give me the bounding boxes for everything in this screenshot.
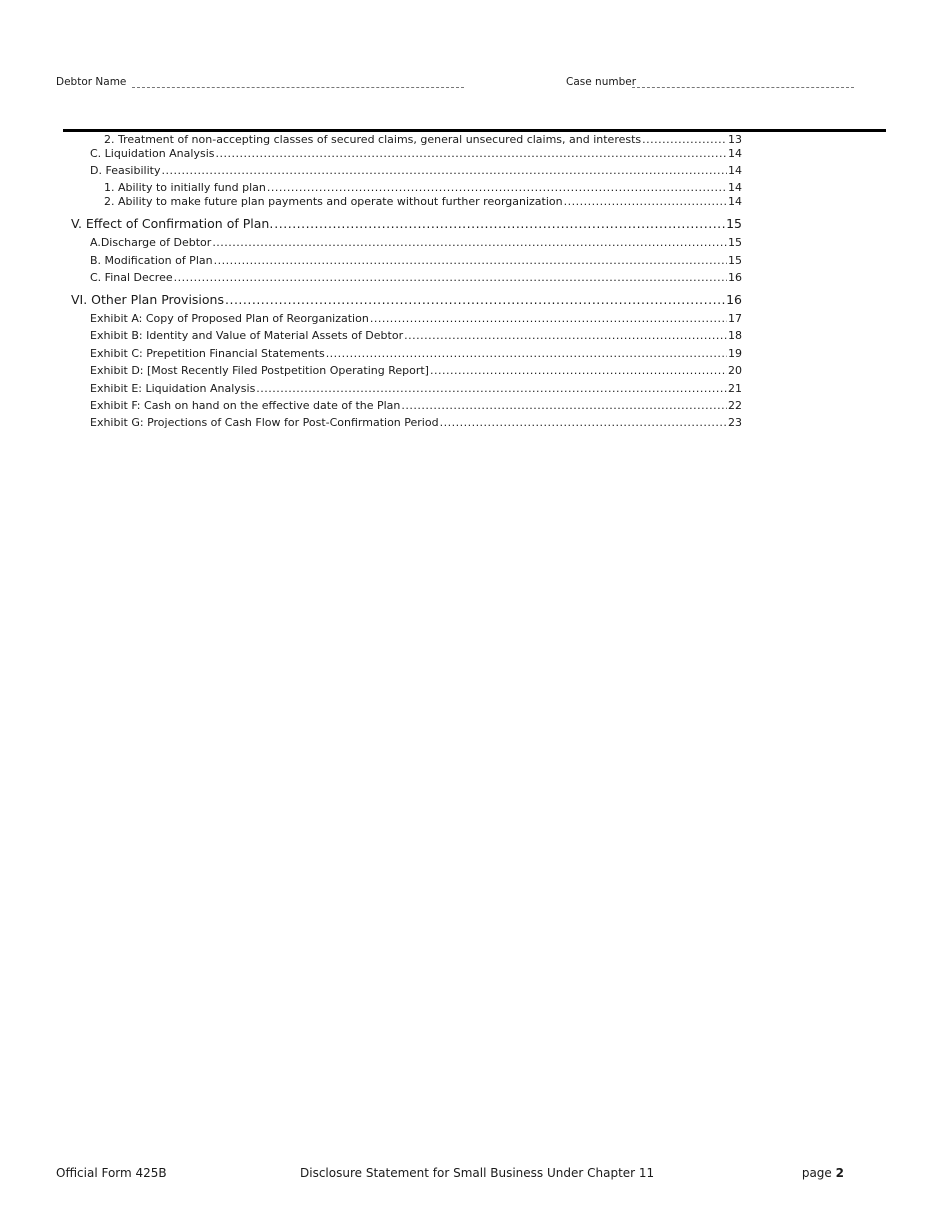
toc-entry-page: 15	[728, 254, 742, 267]
toc-entry[interactable]	[71, 292, 742, 307]
toc-entry-title: Exhibit G: Projections of Cash Flow for Post-Confirmation Period	[90, 416, 439, 429]
form-name: Official Form 425B	[56, 1166, 167, 1180]
toc-entry-page: 19	[728, 347, 742, 360]
toc-entry-title: C. Final Decree	[90, 271, 173, 284]
debtor-name-label: Debtor Name	[56, 76, 127, 88]
page-header	[56, 76, 856, 92]
toc-entry-page: 16	[726, 292, 742, 307]
toc-entry[interactable]	[71, 216, 742, 231]
toc-entry[interactable]	[90, 329, 742, 342]
toc-entry-title: V. Effect of Confirmation of Plan.	[71, 216, 274, 231]
toc-leader-dots	[215, 147, 727, 160]
toc-entry[interactable]	[90, 164, 742, 177]
toc-entry-page: 14	[728, 147, 742, 160]
toc-entry-page: 21	[728, 382, 742, 395]
debtor-name-field[interactable]	[132, 87, 464, 88]
toc-leader-dots	[642, 133, 727, 146]
toc-leader-dots	[430, 364, 727, 377]
toc-entry-title: Exhibit B: Identity and Value of Material Assets of Debtor	[90, 329, 404, 342]
toc-leader-dots	[256, 382, 727, 395]
toc-entry-page: 16	[728, 271, 742, 284]
page-number: 2	[835, 1166, 844, 1180]
toc-entry-title: 2. Treatment of non-accepting classes of secured claims, general unsecured claims, and interests	[104, 133, 642, 146]
toc-entry-title: D. Feasibility	[90, 164, 161, 177]
toc-entry-page: 18	[728, 329, 742, 342]
toc-entry-page: 14	[728, 195, 742, 208]
document-title: Disclosure Statement for Small Business Under Chapter 11	[300, 1166, 655, 1180]
toc-entry-title: Exhibit F: Cash on hand on the effective date of the Plan	[90, 399, 401, 412]
toc-entry[interactable]	[90, 271, 742, 284]
toc-leader-dots	[212, 236, 727, 249]
page-footer	[56, 1166, 856, 1184]
toc-entry-title: 2. Ability to make future plan payments and operate without further reorganization	[104, 195, 563, 208]
toc-entry-page: 14	[728, 181, 742, 194]
toc-entry-page: 20	[728, 364, 742, 377]
toc-leader-dots	[370, 312, 727, 325]
toc-entry-title: Exhibit A: Copy of Proposed Plan of Reorganization	[90, 312, 369, 325]
header-divider	[63, 129, 886, 132]
toc-entry-page: 22	[728, 399, 742, 412]
toc-leader-dots	[174, 271, 727, 284]
toc-leader-dots	[564, 195, 727, 208]
toc-entry[interactable]	[90, 254, 742, 267]
toc-entry[interactable]	[90, 364, 742, 377]
toc-entry-title: Exhibit E: Liquidation Analysis	[90, 382, 256, 395]
toc-entry-title: C. Liquidation Analysis	[90, 147, 215, 160]
toc-entry-page: 17	[728, 312, 742, 325]
toc-entry-title: 1. Ability to initially fund plan	[104, 181, 266, 194]
toc-leader-dots	[401, 399, 727, 412]
toc-entry-page: 13	[728, 133, 742, 146]
toc-entry-title: B. Modification of Plan	[90, 254, 213, 267]
toc-entry-title: VI. Other Plan Provisions	[71, 292, 224, 307]
toc-leader-dots	[267, 181, 727, 194]
toc-leader-dots	[274, 216, 725, 231]
toc-leader-dots	[214, 254, 727, 267]
page-label: page	[801, 1166, 832, 1180]
toc-entry[interactable]	[104, 133, 742, 146]
toc-entry[interactable]	[104, 181, 742, 194]
toc-entry-title: Exhibit C: Prepetition Financial Statements	[90, 347, 325, 360]
toc-entry-title: Exhibit D: [Most Recently Filed Postpetition Operating Report]	[90, 364, 429, 377]
toc-entry[interactable]	[90, 399, 742, 412]
toc-entry-page: 14	[728, 164, 742, 177]
toc-entry-page: 15	[728, 236, 742, 249]
toc-entry[interactable]	[90, 312, 742, 325]
toc-entry[interactable]	[90, 147, 742, 160]
toc-entry[interactable]	[90, 382, 742, 395]
toc-entry[interactable]	[104, 195, 742, 208]
toc-entry-title: A.Discharge of Debtor	[90, 236, 212, 249]
case-number-field[interactable]	[632, 87, 854, 88]
toc-entry-page: 23	[728, 416, 742, 429]
toc-leader-dots	[225, 292, 725, 307]
toc-entry[interactable]	[90, 347, 742, 360]
toc-leader-dots	[404, 329, 727, 342]
toc-leader-dots	[161, 164, 727, 177]
toc-entry[interactable]	[90, 416, 742, 429]
toc-leader-dots	[440, 416, 727, 429]
page-indicator	[802, 1166, 844, 1180]
case-number-label: Case number	[566, 76, 637, 88]
toc-entry-page: 15	[726, 216, 742, 231]
toc-leader-dots	[326, 347, 727, 360]
toc-entry[interactable]	[90, 236, 742, 249]
